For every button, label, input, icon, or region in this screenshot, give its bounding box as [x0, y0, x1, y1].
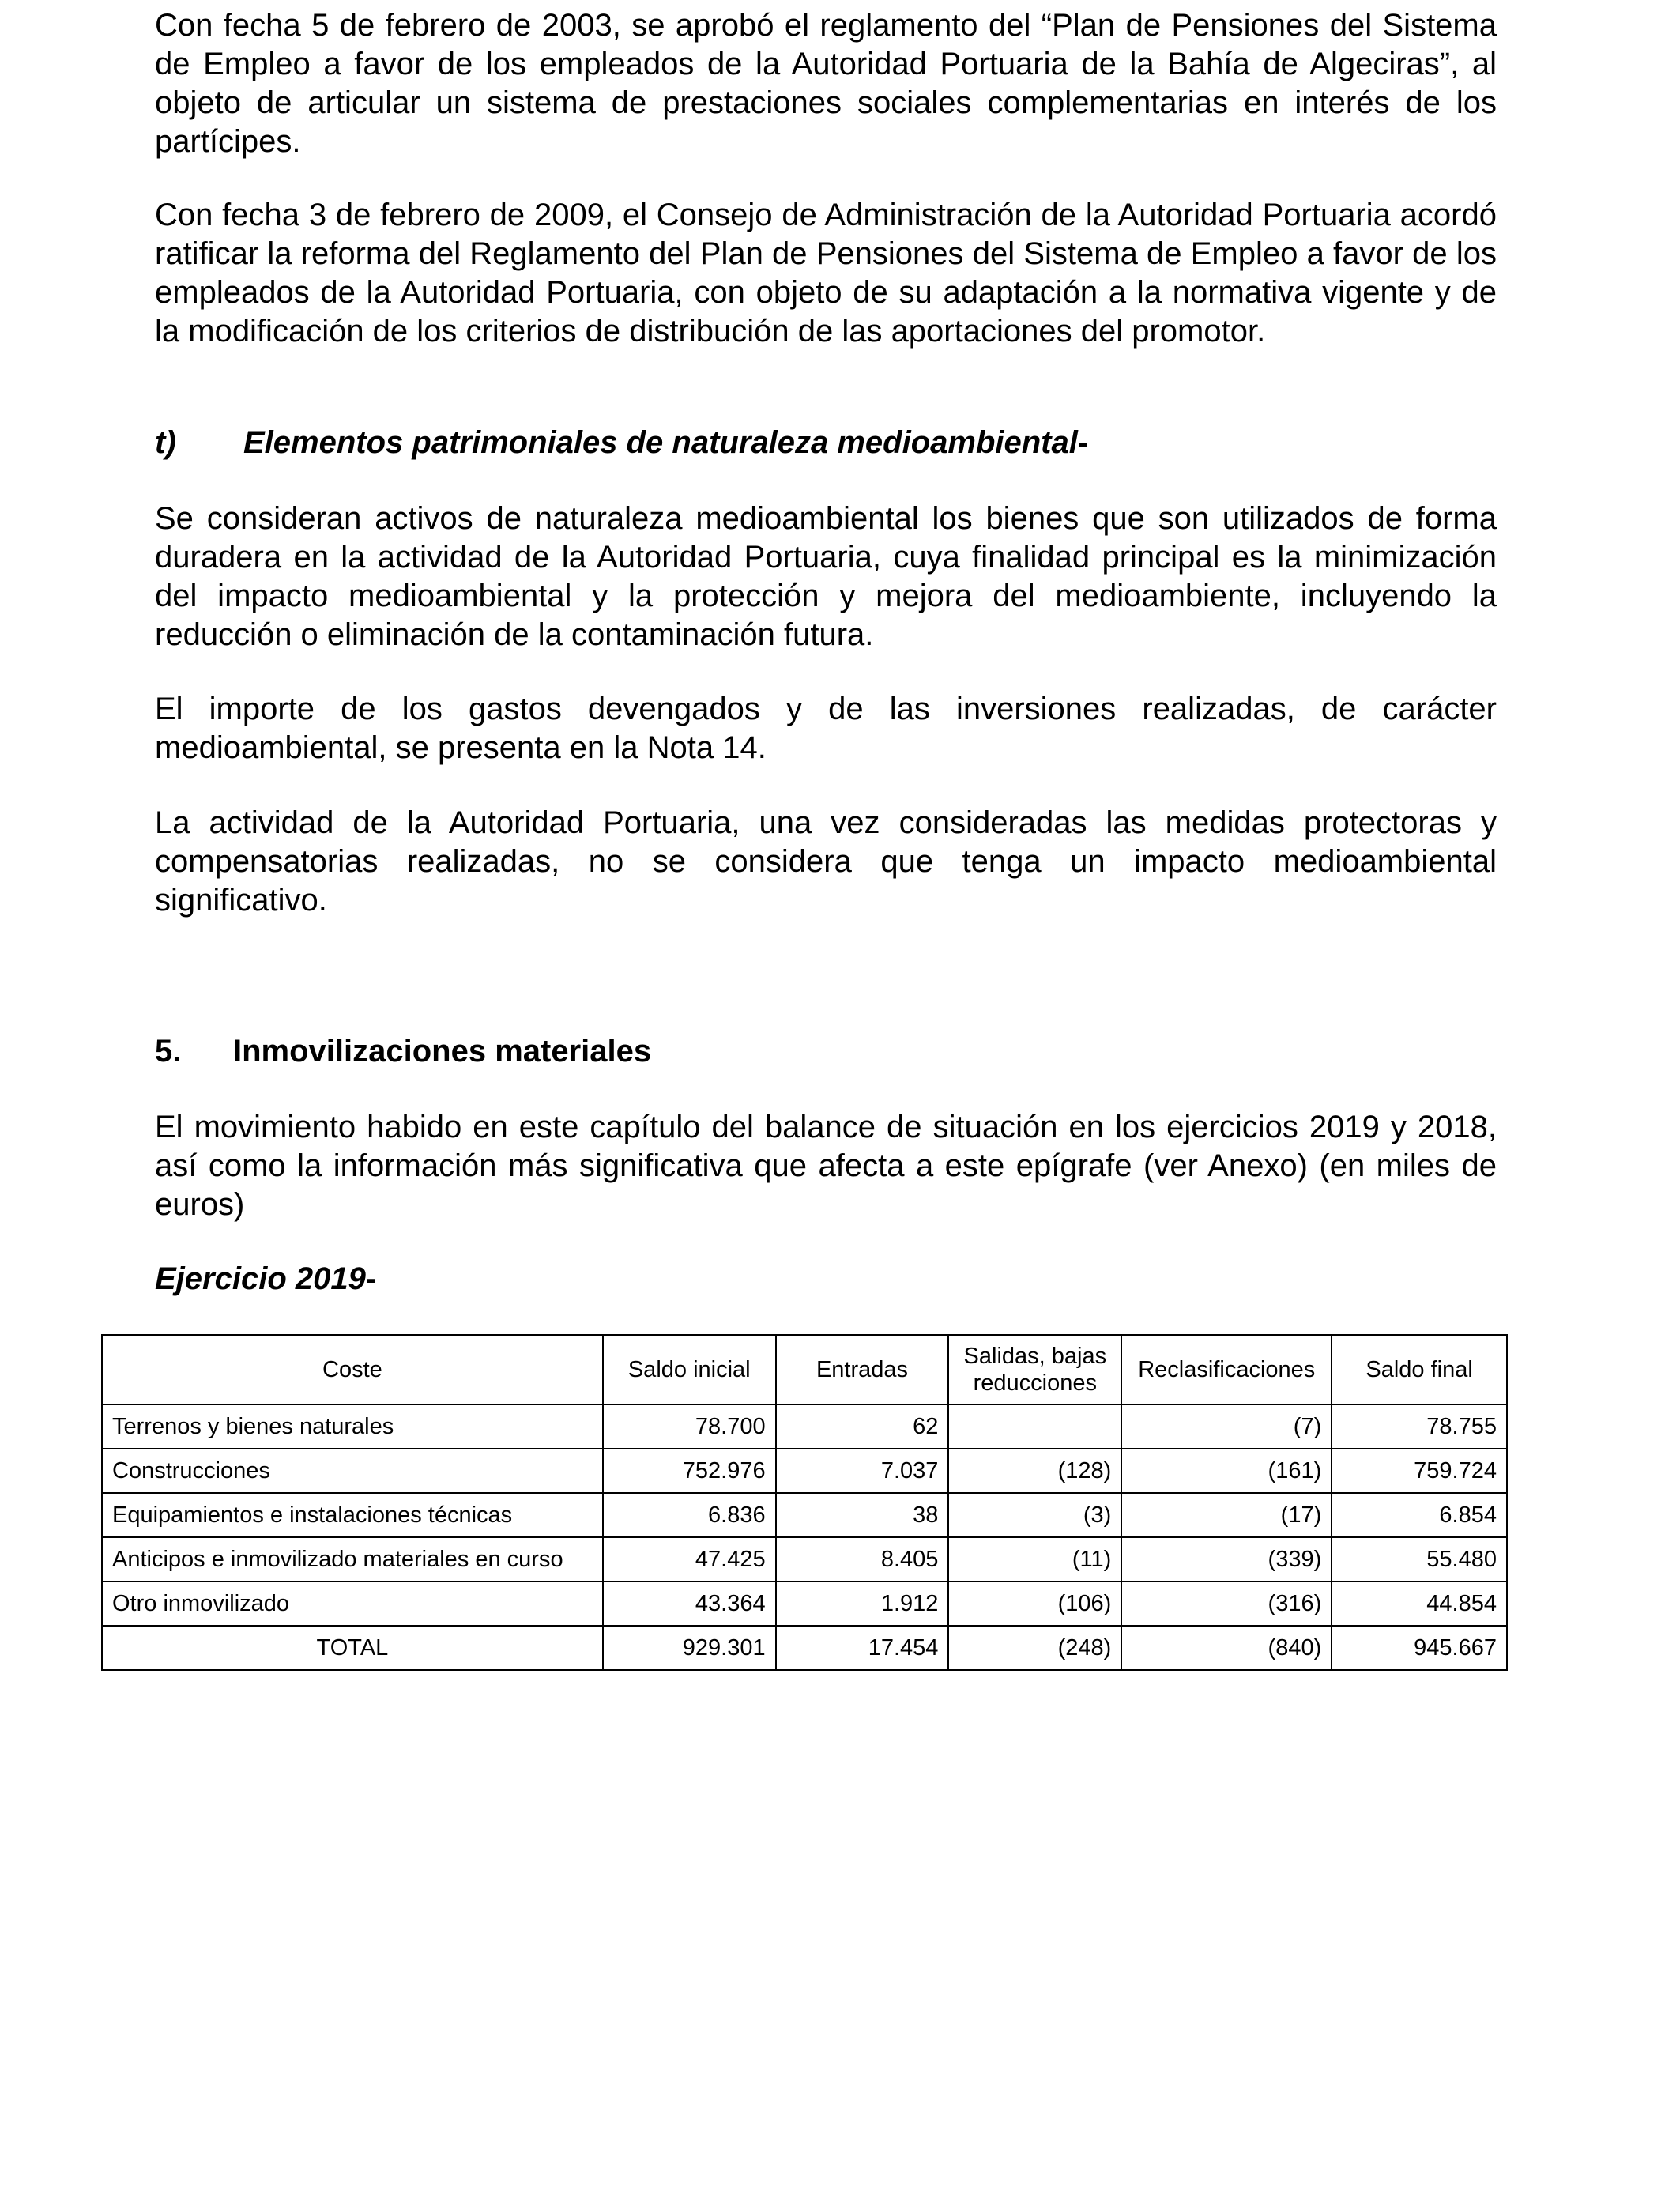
header-reclasificaciones: Reclasificaciones [1121, 1335, 1332, 1404]
paragraph-text: El importe de los gastos devengados y de las inversiones realizadas, de carácter medioambiental, se presenta en la Nota 14. [155, 692, 1497, 765]
ejercicio-heading: Ejercicio 2019- [155, 1261, 377, 1296]
total-reclasificaciones: (840) [1121, 1626, 1332, 1670]
section-number: t) [155, 425, 176, 460]
reclasificaciones-cell: (7) [1121, 1404, 1332, 1449]
table-row [102, 1404, 1507, 1449]
reclasificaciones-cell: (316) [1121, 1581, 1332, 1626]
saldo-inicial-cell: 47.425 [603, 1537, 776, 1581]
header-coste: Coste [102, 1335, 603, 1404]
saldo-final-cell: 55.480 [1332, 1537, 1507, 1581]
reclasificaciones-cell: (17) [1121, 1493, 1332, 1537]
row-label: Equipamientos e instalaciones técnicas [102, 1493, 603, 1537]
section-t-heading [155, 424, 1088, 462]
table-total-row [102, 1626, 1507, 1670]
row-label: Construcciones [102, 1449, 603, 1493]
table-row [102, 1581, 1507, 1626]
saldo-final-cell: 759.724 [1332, 1449, 1507, 1493]
section-title: Elementos patrimoniales de naturaleza medioambiental- [243, 425, 1089, 460]
salidas-cell: (3) [948, 1493, 1121, 1537]
header-saldo-inicial: Saldo inicial [603, 1335, 776, 1404]
salidas-cell [948, 1404, 1121, 1449]
table-row [102, 1537, 1507, 1581]
paragraph-gastos-medioambientales [155, 690, 1497, 767]
paragraph-text: Con fecha 3 de febrero de 2009, el Consejo de Administración de la Autoridad Portuaria acordó ratificar la reforma del Reglamento del Plan de Pensiones del Sistema de Empleo a favor de los empleados de la Autoridad Portuaria, con objeto de su adaptación a la normativa vigente y de la modificación de los criterios de distribución de las aportaciones del promotor. [155, 198, 1497, 349]
saldo-inicial-cell: 78.700 [603, 1404, 776, 1449]
paragraph-plan-pensiones-2003 [155, 6, 1497, 161]
paragraph-plan-pensiones-2009 [155, 196, 1497, 351]
reclasificaciones-cell: (339) [1121, 1537, 1332, 1581]
header-salidas: Salidas, bajas reducciones [948, 1335, 1121, 1404]
entradas-cell: 1.912 [776, 1581, 949, 1626]
reclasificaciones-cell: (161) [1121, 1449, 1332, 1493]
salidas-cell: (106) [948, 1581, 1121, 1626]
row-label: Otro inmovilizado [102, 1581, 603, 1626]
paragraph-text: La actividad de la Autoridad Portuaria, una vez consideradas las medidas protectoras y compensatorias realizadas, no se considera que tenga un impacto medioambiental significativo. [155, 805, 1497, 918]
saldo-final-cell: 78.755 [1332, 1404, 1507, 1449]
total-saldo-inicial: 929.301 [603, 1626, 776, 1670]
row-label: Terrenos y bienes naturales [102, 1404, 603, 1449]
header-entradas: Entradas [776, 1335, 949, 1404]
paragraph-movimiento [155, 1108, 1497, 1224]
paragraph-impacto-medioambiental [155, 804, 1497, 920]
saldo-inicial-cell: 6.836 [603, 1493, 776, 1537]
total-salidas: (248) [948, 1626, 1121, 1670]
entradas-cell: 38 [776, 1493, 949, 1537]
table-row [102, 1493, 1507, 1537]
entradas-cell: 62 [776, 1404, 949, 1449]
salidas-cell: (11) [948, 1537, 1121, 1581]
inmovilizado-table [101, 1334, 1508, 1671]
saldo-final-cell: 6.854 [1332, 1493, 1507, 1537]
entradas-cell: 8.405 [776, 1537, 949, 1581]
header-saldo-final: Saldo final [1332, 1335, 1507, 1404]
total-entradas: 17.454 [776, 1626, 949, 1670]
salidas-cell: (128) [948, 1449, 1121, 1493]
saldo-final-cell: 44.854 [1332, 1581, 1507, 1626]
section-5-heading [155, 1032, 651, 1071]
section-number: 5. [155, 1034, 182, 1069]
saldo-inicial-cell: 43.364 [603, 1581, 776, 1626]
section-title: Inmovilizaciones materiales [233, 1034, 652, 1069]
total-label: TOTAL [102, 1626, 603, 1670]
row-label: Anticipos e inmovilizado materiales en curso [102, 1537, 603, 1581]
paragraph-text: Se consideran activos de naturaleza medioambiental los bienes que son utilizados de forma duradera en la actividad de la Autoridad Portuaria, cuya finalidad principal es la minimización del impacto medioambiental y la protección y mejora del medioambiente, incluyendo la reducción o eliminación de la contaminación futura. [155, 501, 1497, 652]
paragraph-text: Con fecha 5 de febrero de 2003, se aprobó el reglamento del “Plan de Pensiones del Sistema de Empleo a favor de los empleados de la Autoridad Portuaria de la Bahía de Algeciras”, al objeto de articular un sistema de prestaciones sociales complementarias en interés de los partícipes. [155, 8, 1497, 159]
paragraph-activos-medioambientales [155, 499, 1497, 654]
table-header-row [102, 1335, 1507, 1404]
total-saldo-final: 945.667 [1332, 1626, 1507, 1670]
paragraph-text: El movimiento habido en este capítulo del balance de situación en los ejercicios 2019 y 2018, así como la información más significativa que afecta a este epígrafe (ver Anexo) (en miles de euros) [155, 1110, 1497, 1222]
entradas-cell: 7.037 [776, 1449, 949, 1493]
table-row [102, 1449, 1507, 1493]
saldo-inicial-cell: 752.976 [603, 1449, 776, 1493]
